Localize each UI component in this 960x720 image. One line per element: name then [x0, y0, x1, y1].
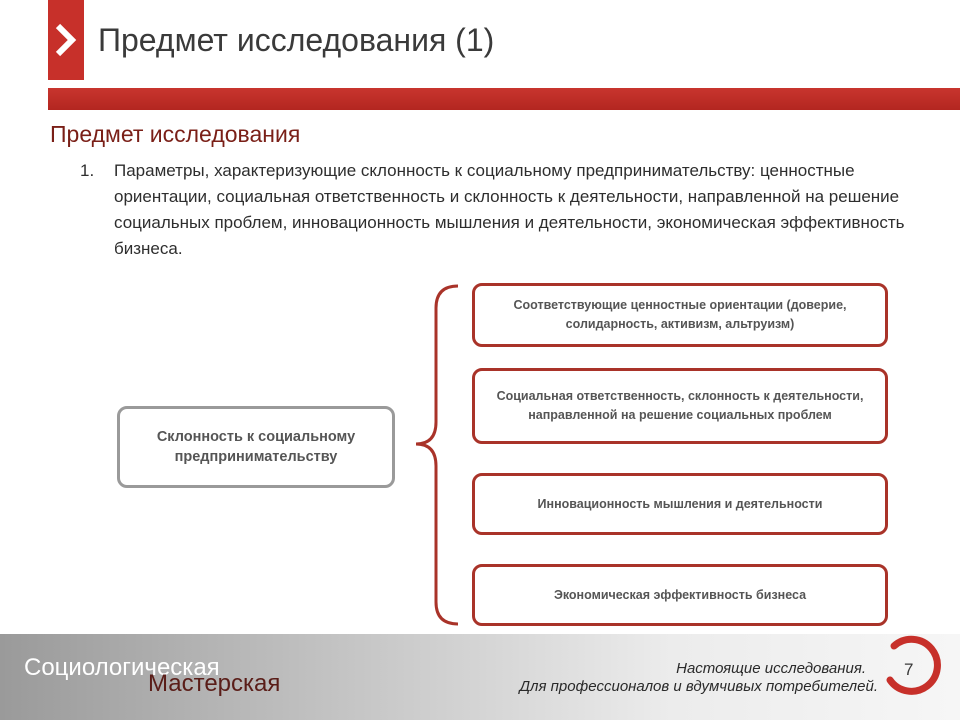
- diagram-root-label: Склонность к социальному предпринимательству: [156, 429, 356, 465]
- diagram-child-box-4: [472, 564, 888, 626]
- chevron-right-icon: [54, 22, 78, 58]
- title-underline-bar: [48, 88, 960, 110]
- diagram-child-label: Соответствующие ценностные ориентации (доверие, солидарность, активизм, альтруизм): [513, 298, 847, 331]
- brand-name-line2: Мастерская: [148, 670, 281, 697]
- brand-name-line1: Социологическая: [24, 654, 220, 681]
- list-item-text: Параметры, характеризующие склонность к социальному предпринимательству: ценностные ориентации, социальная ответственность и склонность к деятельности, направленной на решение социальных проблем, инновационность мышления и деятельности, экономическая эффективность бизнеса.: [114, 161, 905, 258]
- page-number: 7: [904, 660, 914, 679]
- diagram-child-box-3: [472, 473, 888, 535]
- page-title: Предмет исследования (1): [98, 22, 495, 58]
- curly-brace: [412, 282, 472, 628]
- diagram-child-label: Инновационность мышления и деятельности: [537, 496, 823, 511]
- diagram-root-box: [117, 406, 395, 488]
- tagline-line1: Настоящие исследования.: [676, 660, 866, 677]
- list-item-number: 1.: [80, 161, 95, 180]
- section-subtitle: Предмет исследования: [50, 121, 301, 147]
- diagram-child-label: Экономическая эффективность бизнеса: [553, 587, 807, 602]
- diagram-child-box-1: [472, 283, 888, 347]
- diagram-child-label: Социальная ответственность, склонность к деятельности, направленной на решение социальных проблем: [496, 389, 864, 422]
- logo-chevron-block: [48, 0, 84, 80]
- tagline-line2: Для профессионалов и вдумчивых потребителей.: [519, 678, 878, 695]
- diagram-child-box-2: [472, 368, 888, 444]
